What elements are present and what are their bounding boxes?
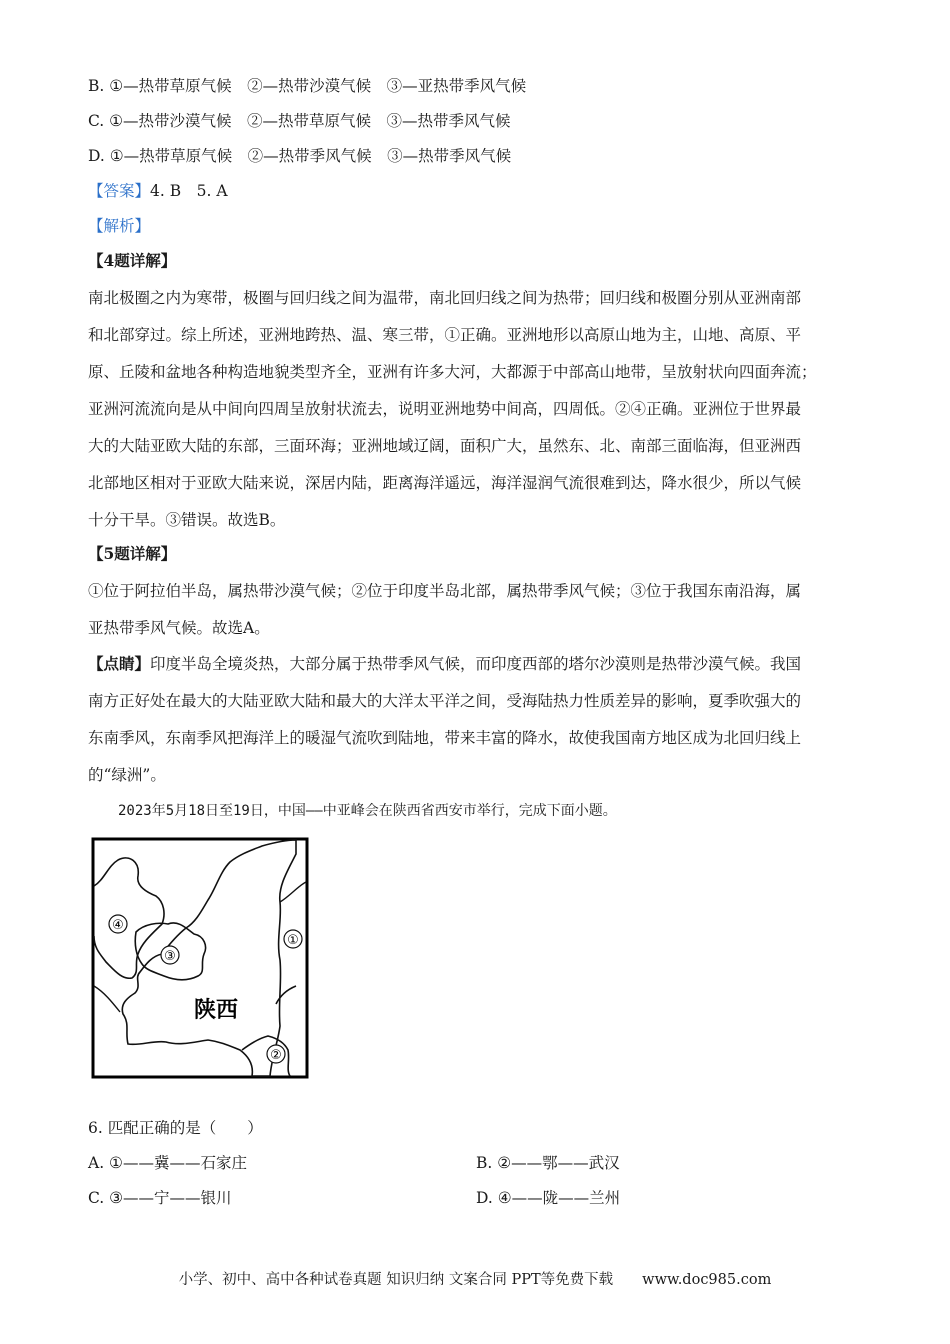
svg-text:②: ② bbox=[270, 1048, 282, 1063]
svg-text:①: ① bbox=[287, 933, 299, 948]
q4-line: 和北部穿过。综上所述，亚洲地跨热、温、寒三带，①正确。亚洲地形以高原山地为主，山地、高原、平 bbox=[88, 326, 802, 344]
tips-line: 的“绿洲”。 bbox=[88, 766, 166, 784]
svg-text:④: ④ bbox=[112, 918, 124, 933]
marker-2 bbox=[267, 1045, 285, 1063]
answer-label: 【答案】 bbox=[88, 182, 151, 200]
q6-option-d: D. ④——陇——兰州 bbox=[476, 1189, 621, 1207]
q4-line: 南北极圈之内为寒带，极圈与回归线之间为温带，南北回归线之间为热带；回归线和极圈分别从亚洲南部 bbox=[88, 289, 802, 307]
tips-line: 东南季风，东南季风把海洋上的暖湿气流吹到陆地，带来丰富的降水，故使我国南方地区成为北回归线上 bbox=[88, 729, 802, 747]
marker-1 bbox=[284, 930, 302, 948]
marker-4 bbox=[109, 915, 127, 933]
q6-option-c: C. ③——宁——银川 bbox=[88, 1189, 232, 1207]
tips-section bbox=[88, 645, 868, 794]
q4-line: 亚洲河流流向是从中间向四周呈放射状流去，说明亚洲地势中间高，四周低。②④正确。亚洲位于世界最 bbox=[88, 400, 802, 418]
q4-heading: 【4题详解】 bbox=[88, 251, 177, 270]
q4-explanation bbox=[88, 280, 868, 539]
q6-option-b: B. ②——鄂——武汉 bbox=[476, 1154, 620, 1172]
tips-label: 【点睛】 bbox=[88, 654, 151, 673]
q5-explanation bbox=[88, 573, 868, 647]
q4-line: 原、丘陵和盆地各种构造地貌类型齐全，亚洲有许多大河，大都源于中部高山地带，呈放射状向四面奔流； bbox=[88, 363, 817, 381]
shaanxi-map bbox=[90, 836, 310, 1080]
answer-value: 4. B 5. A bbox=[150, 182, 228, 200]
q4-line: 十分干旱。③错误。故选B。 bbox=[88, 511, 286, 529]
q6-stem: 6. 匹配正确的是（ ） bbox=[88, 1119, 263, 1137]
option-c-q5: C. ①—热带沙漠气候 ②—热带草原气候 ③—热带季风气候 bbox=[88, 112, 511, 130]
marker-3 bbox=[161, 946, 179, 964]
tips-line: 【点睛】印度半岛全境炎热，大部分属于热带季风气候，而印度西部的塔尔沙漠则是热带沙漠气候。我国 bbox=[88, 654, 802, 673]
q5-line: ①位于阿拉伯半岛，属热带沙漠气候；②位于印度半岛北部，属热带季风气候；③位于我国东南沿海，属 bbox=[88, 582, 802, 600]
q5-line: 亚热带季风气候。故选A。 bbox=[88, 619, 270, 637]
q5-heading: 【5题详解】 bbox=[88, 544, 177, 563]
option-b-q5: B. ①—热带草原气候 ②—热带沙漠气候 ③—亚热带季风气候 bbox=[88, 77, 527, 95]
q6-option-a: A. ①——冀——石家庄 bbox=[88, 1154, 247, 1172]
svg-text:③: ③ bbox=[164, 949, 176, 964]
map-label: 陕西 bbox=[193, 998, 239, 1023]
answer-line bbox=[88, 181, 228, 201]
q4-line: 大的大陆亚欧大陆的东部，三面环海；亚洲地域辽阔，面积广大，虽然东、北、南部三面临海，但亚洲西 bbox=[88, 437, 802, 455]
q4-line: 北部地区相对于亚欧大陆来说，深居内陆，距离海洋遥远，海洋湿润气流很难到达，降水很少，所以气候 bbox=[88, 474, 802, 492]
option-d-q5: D. ①—热带草原气候 ②—热带季风气候 ③—热带季风气候 bbox=[88, 147, 512, 165]
page-footer: 小学、初中、高中各种试卷真题 知识归纳 文案合同 PPT等免费下载 www.doc985.com bbox=[178, 1272, 772, 1288]
analysis-label: 【解析】 bbox=[88, 217, 151, 235]
tips-line: 南方正好处在最大的大陆亚欧大陆和最大的大洋太平洋之间，受海陆热力性质差异的影响，夏季吹强大的 bbox=[88, 692, 802, 710]
question-intro: 2023年5月18日至19日，中国——中亚峰会在陕西省西安市举行，完成下面小题。 bbox=[118, 803, 617, 819]
